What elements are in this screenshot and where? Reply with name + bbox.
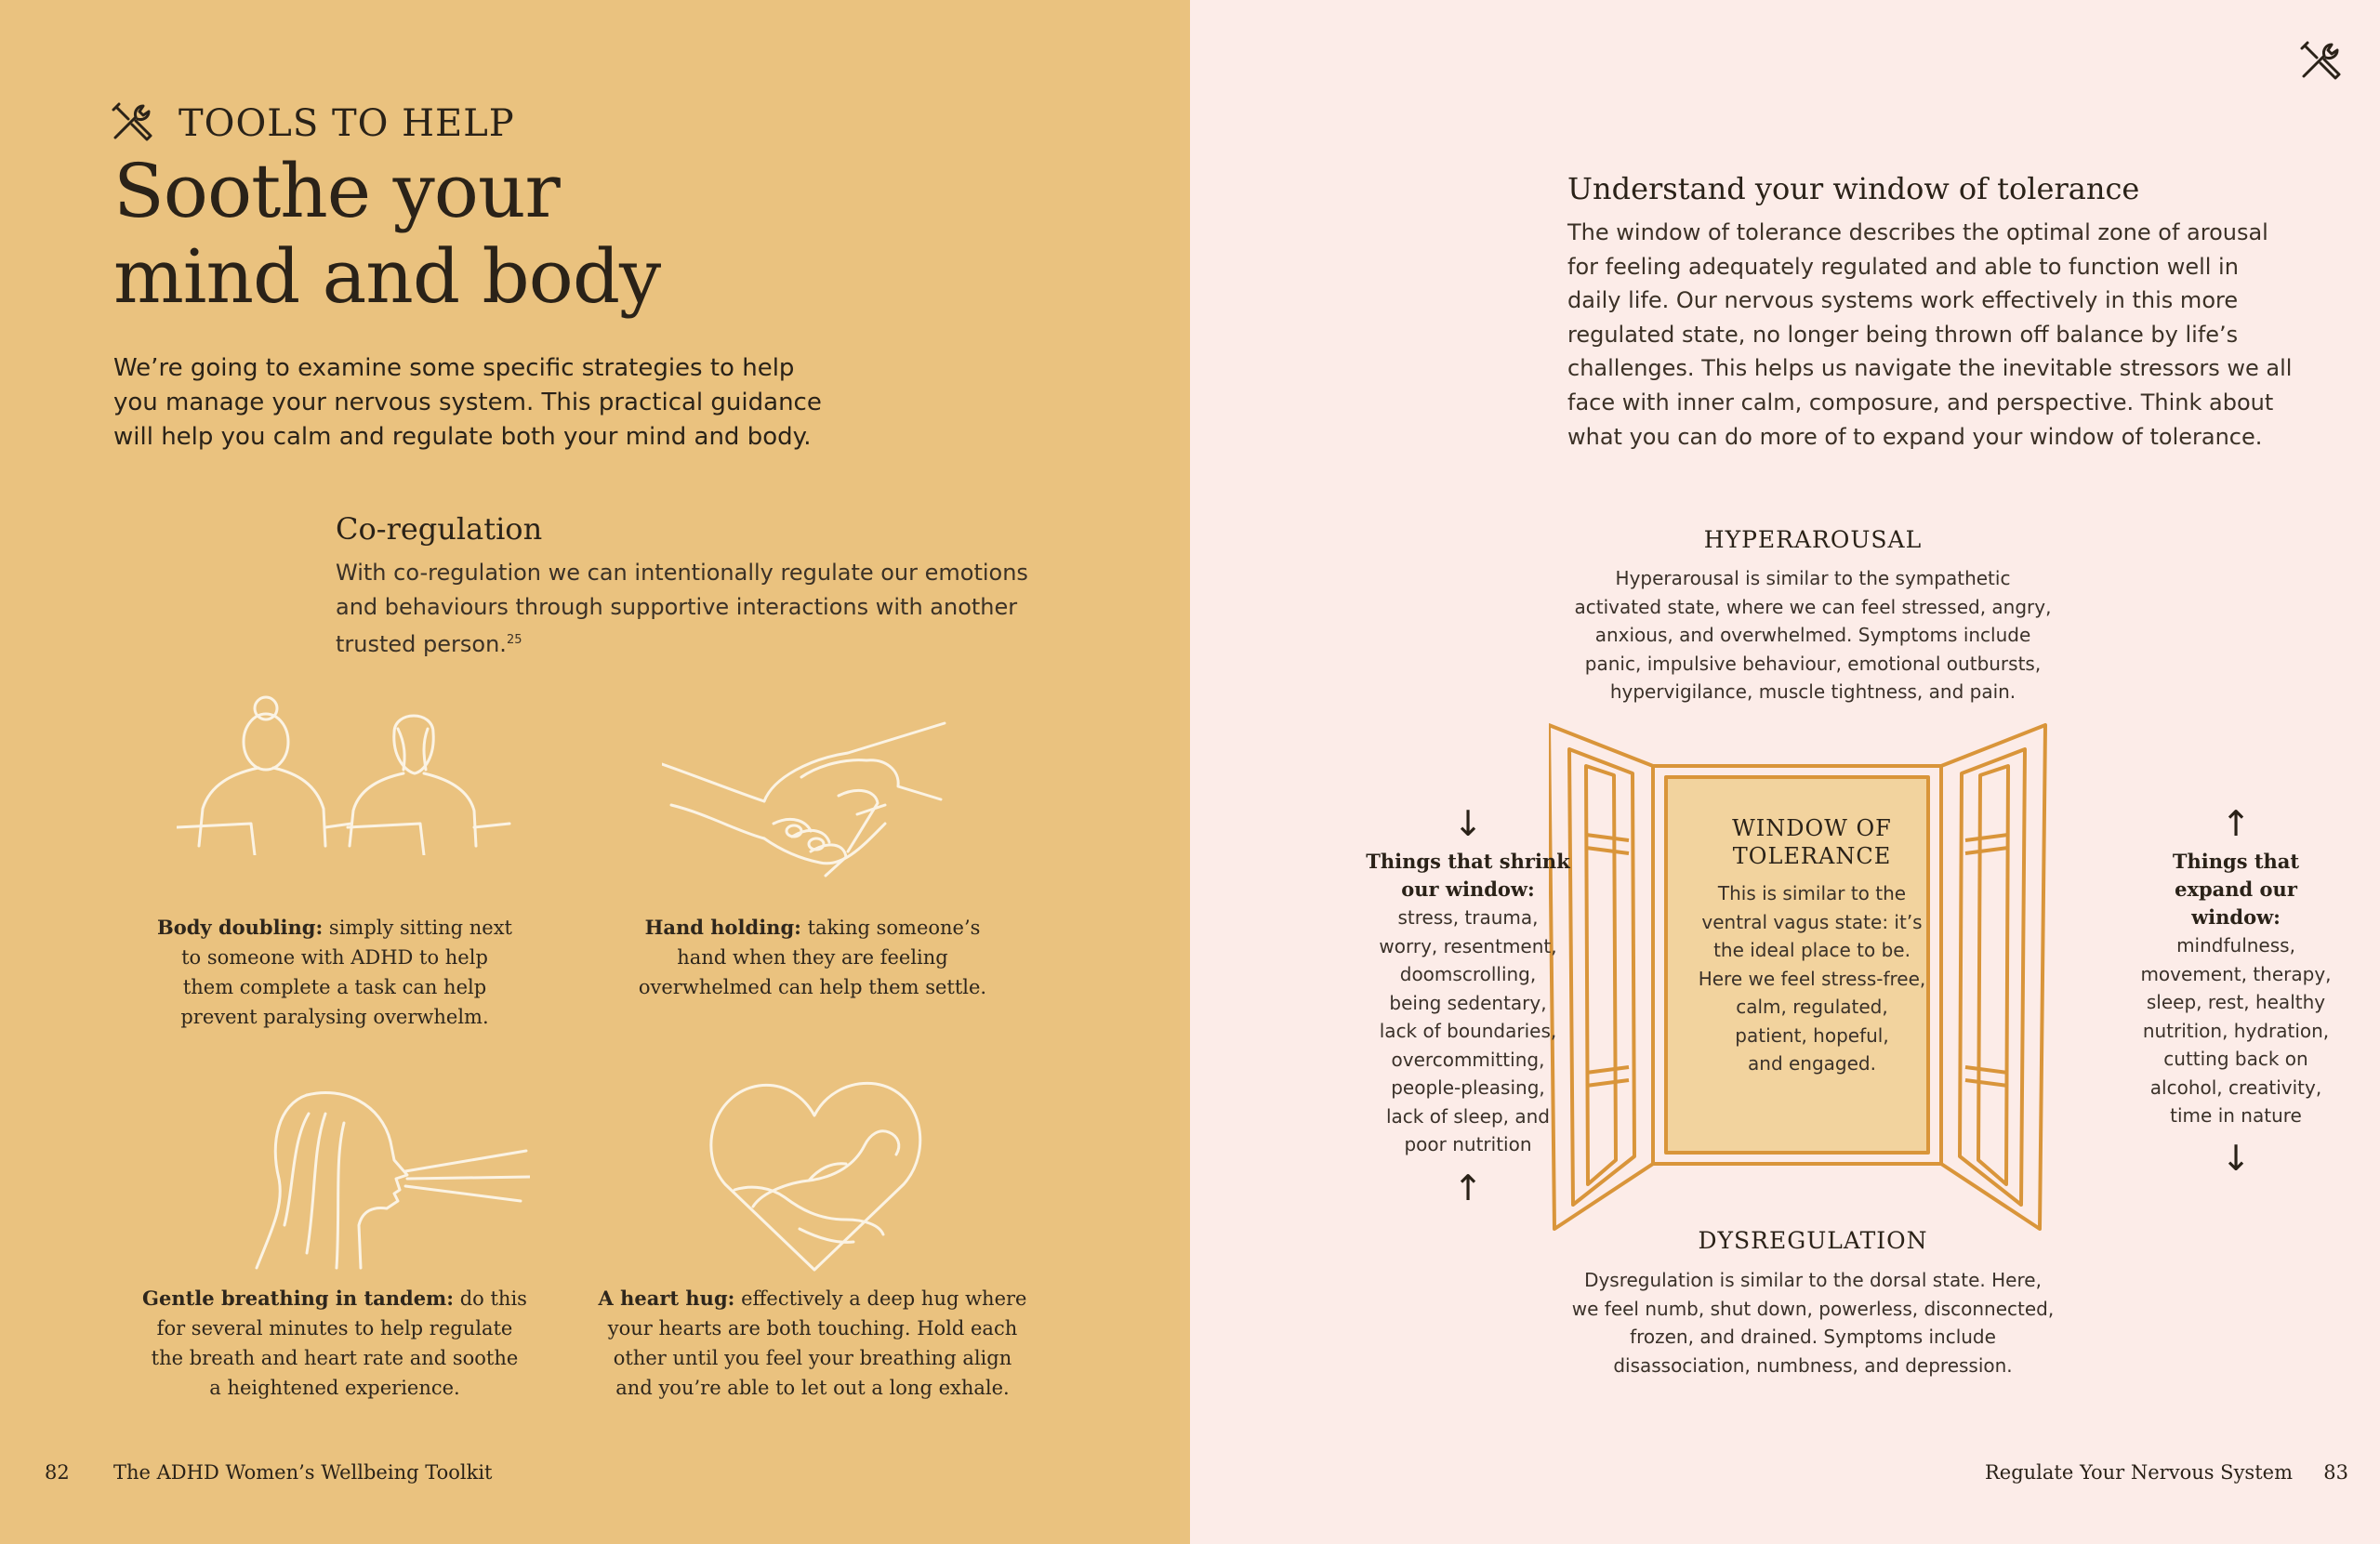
- expand-line: alcohol, creativity,: [2149, 1076, 2322, 1099]
- hyperarousal-title: HYPERAROUSAL: [1703, 526, 1923, 553]
- section-heading: Understand your window of tolerance: [1567, 171, 2140, 206]
- dysregulation-title: DYSREGULATION: [1698, 1227, 1928, 1254]
- caption-term: A heart hug:: [598, 1287, 735, 1310]
- caption-line: your hearts are both touching. Hold each: [607, 1317, 1018, 1339]
- coregulation-line: [336, 624, 1028, 662]
- hyper-line: Hyperarousal is similar to the sympathetic: [1615, 567, 2011, 589]
- shrink-line: stress, trauma,: [1397, 906, 1539, 929]
- expand-list: [2110, 931, 2361, 1130]
- expand-line: movement, therapy,: [2140, 962, 2332, 985]
- shrink-title-line: Things that shrink: [1366, 850, 1570, 873]
- caption-line: [139, 913, 530, 943]
- window-paragraph: [1567, 216, 2292, 454]
- expand-line: mindfulness,: [2176, 934, 2295, 957]
- right-page: [1190, 0, 2380, 1544]
- shrink-line: being sedentary,: [1389, 991, 1547, 1014]
- shrink-line: poor nutrition: [1404, 1133, 1532, 1155]
- arrow-up-icon: ↑: [2221, 803, 2251, 844]
- caption-line: for several minutes to help regulate: [156, 1317, 513, 1339]
- footnote-ref: 25: [506, 633, 522, 647]
- window-line: calm, regulated,: [1736, 996, 1888, 1018]
- window-line: This is similar to the: [1717, 882, 1907, 904]
- hyper-line: anxious, and overwhelmed. Symptoms include: [1594, 624, 2031, 646]
- expand-line: time in nature: [2170, 1104, 2302, 1127]
- expand-line: nutrition, hydration,: [2142, 1019, 2330, 1042]
- intro-line: We’re going to examine some specific strategies to help: [113, 354, 795, 382]
- shrink-title: [1333, 848, 1603, 904]
- expand-title: [2120, 848, 2352, 931]
- window-line: ventral vagus state: it’s: [1701, 910, 1923, 933]
- paragraph-line: what you can do more of to expand your window of tolerance.: [1567, 423, 2263, 450]
- shrink-line: overcommitting,: [1391, 1048, 1545, 1071]
- coregulation-line-text: trusted person.: [336, 631, 507, 657]
- paragraph-line: The window of tolerance describes the optimal zone of arousal: [1567, 219, 2268, 245]
- window-text: [1666, 879, 1958, 1078]
- dys-line: frozen, and drained. Symptoms include: [1630, 1326, 1996, 1348]
- body-doubling-illustration: [177, 688, 511, 855]
- window-title-line: WINDOW OF: [1732, 815, 1892, 841]
- tool-caption-breathing: [139, 1284, 530, 1403]
- section-kicker: TOOLS TO HELP: [178, 102, 515, 145]
- page-title: [113, 149, 660, 320]
- caption-text: do this: [454, 1287, 527, 1310]
- hyper-line: hypervigilance, muscle tightness, and pain.: [1609, 680, 2016, 703]
- breathing-illustration: [251, 1086, 530, 1272]
- window-line: the ideal place to be.: [1713, 939, 1911, 961]
- caption-line: other until you feel your breathing align: [613, 1347, 1012, 1369]
- caption-line: [580, 1284, 1045, 1313]
- caption-line: and you’re able to let out a long exhale.: [615, 1377, 1010, 1399]
- caption-text: taking someone’s: [800, 917, 981, 939]
- paragraph-line: for feeling adequately regulated and able to function well in: [1567, 253, 2239, 280]
- dys-line: Dysregulation is similar to the dorsal state. Here,: [1584, 1269, 2042, 1291]
- shrink-title-line: our window:: [1401, 878, 1535, 901]
- paragraph-line: daily life. Our nervous systems work effectively in this more: [1567, 287, 2239, 314]
- paragraph-line: face with inner calm, composure, and perspective. Think about: [1567, 389, 2274, 416]
- tool-caption-hand-holding: [608, 913, 1017, 1002]
- tool-caption-body-doubling: [139, 913, 530, 1032]
- shrink-line: doomscrolling,: [1399, 963, 1537, 985]
- expand-line: sleep, rest, healthy: [2146, 991, 2326, 1013]
- caption-line: a heightened experience.: [209, 1377, 460, 1399]
- shrink-list: [1333, 904, 1603, 1159]
- caption-text: effectively a deep hug where: [734, 1287, 1027, 1310]
- shrink-line: people-pleasing,: [1391, 1076, 1545, 1099]
- shrink-line: lack of boundaries,: [1379, 1020, 1557, 1042]
- arrow-up-icon: ↑: [1453, 1168, 1483, 1208]
- intro-paragraph: [113, 351, 822, 455]
- caption-term: Body doubling:: [156, 916, 324, 939]
- tool-caption-heart-hug: [580, 1284, 1045, 1403]
- dys-line: disassociation, numbness, and depression.: [1613, 1353, 2013, 1377]
- page-number: 82: [45, 1461, 70, 1484]
- window-line: and engaged.: [1748, 1052, 1876, 1075]
- caption-term: Gentle breathing in tandem:: [142, 1287, 455, 1310]
- arrow-down-icon: ↓: [1453, 803, 1483, 844]
- tools-icon: [110, 100, 154, 145]
- running-title: Regulate Your Nervous System: [1984, 1461, 2293, 1484]
- shrink-line: worry, resentment,: [1379, 934, 1557, 957]
- coregulation-line: and behaviours through supportive interactions with another: [336, 593, 1018, 620]
- window-title-line: TOLERANCE: [1732, 843, 1892, 869]
- caption-line: hand when they are feeling: [677, 946, 948, 969]
- arrow-down-icon: ↓: [2221, 1138, 2251, 1179]
- page-number: 83: [2323, 1461, 2348, 1484]
- caption-line: [139, 1284, 530, 1313]
- hyper-line: panic, impulsive behaviour, emotional outbursts,: [1584, 652, 2042, 675]
- window-line: Here we feel stress-free,: [1698, 967, 1926, 990]
- coregulation-paragraph: [336, 556, 1028, 662]
- intro-line: you manage your nervous system. This practical guidance: [113, 389, 822, 416]
- expand-title-line: expand our: [2175, 878, 2297, 901]
- window-title: [1666, 814, 1958, 870]
- hyper-line: activated state, where we can feel stressed, angry,: [1574, 595, 2052, 618]
- intro-line: will help you calm and regulate both your mind and body.: [113, 423, 812, 451]
- caption-line: the breath and heart rate and soothe: [151, 1347, 519, 1369]
- coregulation-line: With co-regulation we can intentionally regulate our emotions: [336, 560, 1028, 586]
- expand-title-line: window:: [2191, 905, 2281, 929]
- window-line: patient, hopeful,: [1735, 1023, 1889, 1047]
- dys-line: we feel numb, shut down, powerless, disconnected,: [1571, 1297, 2055, 1320]
- dysregulation-text: [1534, 1266, 2092, 1379]
- heart-hug-illustration: [707, 1080, 930, 1275]
- caption-line: prevent paralysing overwhelm.: [180, 1006, 489, 1028]
- caption-line: them complete a task can help: [182, 976, 487, 998]
- shrink-line: lack of sleep, and: [1385, 1104, 1550, 1128]
- tools-icon: [2298, 39, 2343, 84]
- coregulation-heading: Co-regulation: [336, 511, 543, 547]
- caption-text: simply sitting next: [323, 917, 512, 939]
- page-title-line: Soothe your: [113, 148, 560, 234]
- running-title: The ADHD Women’s Wellbeing Toolkit: [113, 1461, 493, 1484]
- hand-holding-illustration: [662, 721, 950, 889]
- caption-term: Hand holding:: [644, 916, 801, 939]
- caption-line: overwhelmed can help them settle.: [638, 976, 987, 998]
- caption-line: [608, 913, 1017, 943]
- hyperarousal-text: [1553, 564, 2073, 706]
- caption-line: to someone with ADHD to help: [181, 946, 488, 969]
- paragraph-line: regulated state, no longer being thrown off balance by life’s: [1567, 321, 2239, 348]
- expand-line: cutting back on: [2163, 1048, 2308, 1070]
- page-title-line: mind and body: [113, 233, 661, 320]
- paragraph-line: challenges. This helps us navigate the inevitable stressors we all: [1567, 355, 2293, 382]
- expand-title-line: Things that: [2172, 850, 2300, 873]
